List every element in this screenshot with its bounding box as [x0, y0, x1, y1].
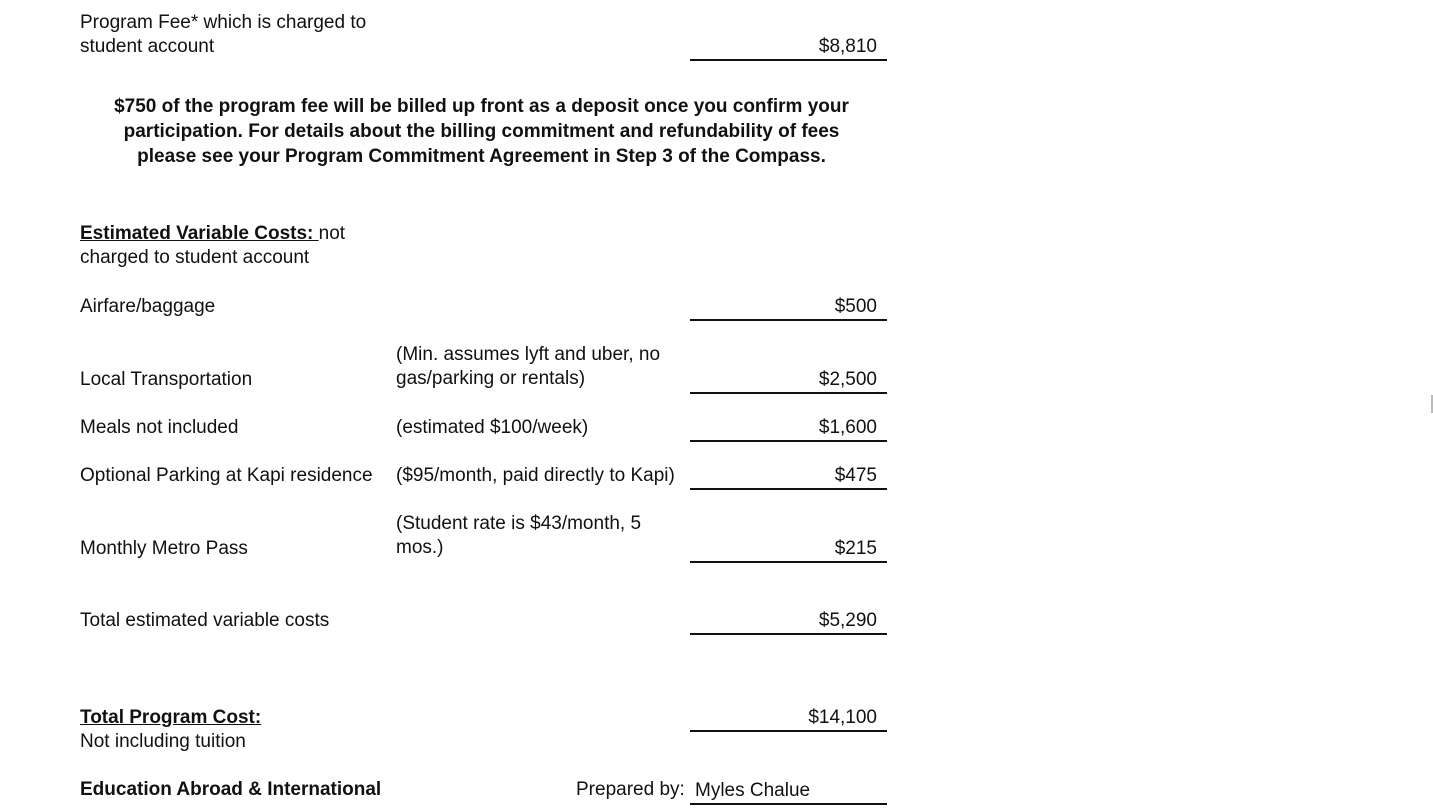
cost-item-note-line1: (Min. assumes lyft and uber, no — [396, 344, 661, 365]
cost-item-amount-value: $1,600 — [818, 417, 877, 438]
variable-costs-total-amount — [690, 609, 887, 635]
program-fee-amount-value: $8,810 — [818, 36, 877, 57]
cost-item-note-line2: mos.) — [396, 537, 444, 558]
deposit-notice-line2: participation. For details about the billing commitment and refundability of fees — [123, 121, 840, 142]
cost-item-amount — [690, 368, 887, 394]
total-program-cost-value: $14,100 — [808, 707, 877, 728]
org-name: Education Abroad & International — [80, 779, 382, 800]
cost-item-label: Meals not included — [80, 417, 239, 438]
program-fee-amount — [690, 35, 887, 61]
prepared-by-label: Prepared by: — [576, 779, 685, 800]
cost-item-label: Monthly Metro Pass — [80, 538, 248, 559]
cost-item-amount-value: $475 — [834, 465, 877, 486]
program-fee-label-line2: student account — [80, 36, 215, 57]
deposit-notice — [80, 94, 883, 169]
cost-item-note-line1: (estimated $100/week) — [396, 417, 589, 438]
program-fee-label-line1: Program Fee* which is charged to — [80, 12, 367, 33]
cost-item-note-line1: (Student rate is $43/month, 5 — [396, 513, 642, 534]
variable-costs-heading-title: Estimated Variable Costs: — [80, 223, 319, 244]
cost-item-note-line1: ($95/month, paid directly to Kapi) — [396, 465, 675, 486]
cost-item-label: Optional Parking at Kapi residence — [80, 465, 373, 486]
variable-costs-total-label: Total estimated variable costs — [80, 610, 330, 631]
total-program-cost-heading: Total Program Cost: — [80, 707, 262, 728]
deposit-notice-line3: please see your Program Commitment Agreement in Step 3 of the Compass. — [137, 146, 826, 167]
variable-costs-heading-suffix: not — [318, 223, 346, 244]
cost-item-label: Local Transportation — [80, 369, 253, 390]
cost-item-amount-value: $215 — [834, 538, 877, 559]
cost-item-amount-value: $500 — [834, 296, 877, 317]
cost-item-amount — [690, 416, 887, 442]
cost-item-amount — [690, 464, 887, 490]
variable-costs-heading-line2: charged to student account — [80, 247, 310, 268]
cost-item-amount-value: $2,500 — [818, 369, 877, 390]
prepared-by-name: Myles Chalue — [695, 780, 811, 801]
cost-item-label: Airfare/baggage — [80, 296, 216, 317]
cost-item-note-line2: gas/parking or rentals) — [396, 368, 586, 389]
total-program-cost-amount — [690, 706, 887, 732]
deposit-notice-line1: $750 of the program fee will be billed up front as a deposit once you confirm your — [114, 96, 849, 117]
total-program-cost-subtext: Not including tuition — [80, 731, 246, 752]
cost-item-amount — [690, 537, 887, 563]
cost-item-amount — [690, 295, 887, 321]
prepared-by-field — [690, 779, 887, 805]
variable-costs-total-value: $5,290 — [818, 610, 877, 631]
variable-costs-heading — [80, 222, 345, 246]
